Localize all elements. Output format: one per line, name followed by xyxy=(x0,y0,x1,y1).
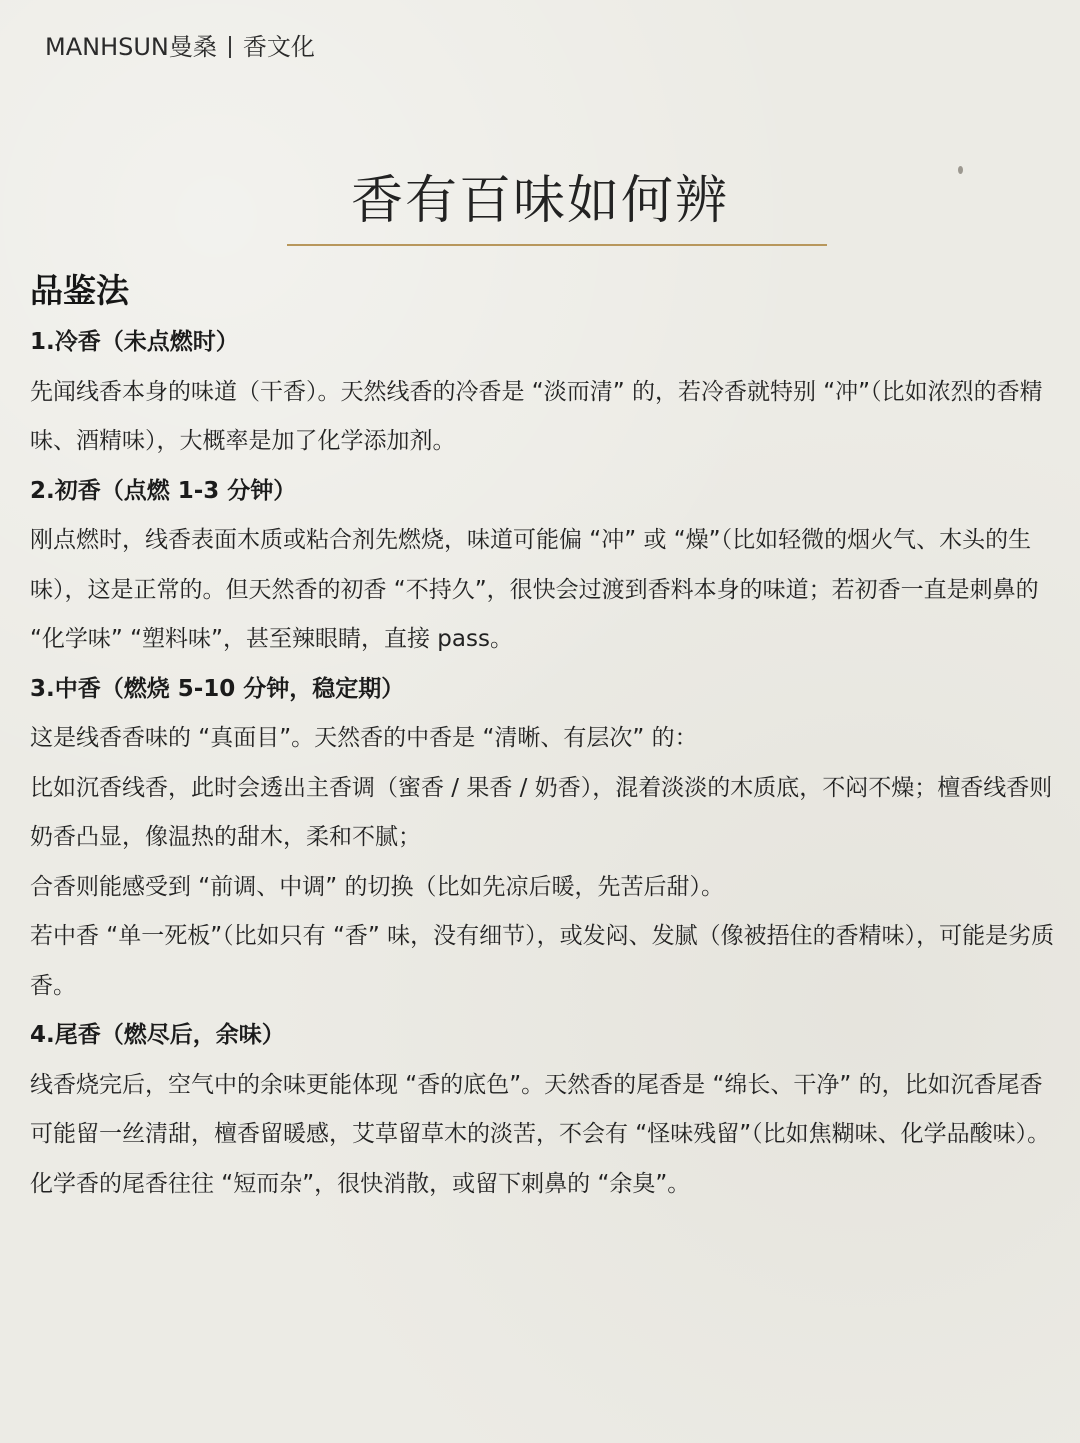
page-title: 香有百味如何辨 xyxy=(350,171,729,231)
block-heading: 4.尾香（燃尽后，余味） xyxy=(30,1022,285,1048)
block-heading: 1.冷香（未点燃时） xyxy=(30,329,239,355)
block-heading: 3.中香（燃烧 5-10 分钟，稳定期） xyxy=(30,675,405,702)
tail-fragrance-block xyxy=(30,1011,1060,1209)
category-label: 香文化 xyxy=(242,33,315,61)
section-heading: 品鉴法 xyxy=(30,271,129,310)
paragraph: 比如沉香线香，此时会透出主香调（蜜香 / 果香 / 奶香），混着淡淡的木质底，不闷不燥；檀香线香则奶香凸显，像温热的甜木，柔和不腻； xyxy=(30,774,1053,850)
paragraph: 这是线香香味的 “真面目”。天然香的中香是 “清晰、有层次” 的： xyxy=(30,725,698,751)
paragraph: 刚点燃时，线香表面木质或粘合剂先燃烧，味道可能偏 “冲” 或 “燥”（比如轻微的烟火气、木头的生味），这是正常的。但天然香的初香 “不持久”，很快会过渡到香料本身的味道；若初香一直是刺鼻的 “化学味” “塑料味”，甚至辣眼睛，直接 pass。 xyxy=(30,527,1039,652)
brand-header xyxy=(45,30,315,64)
title-underline xyxy=(287,244,827,246)
paragraph: 若中香 “单一死板”（比如只有 “香” 味，没有细节），或发闷、发腻（像被捂住的香精味），可能是劣质香。 xyxy=(30,923,1055,999)
paragraph: 先闻线香本身的味道（干香）。天然线香的冷香是 “淡而清” 的，若冷香就特别 “冲”（比如浓烈的香精味、酒精味），大概率是加了化学添加剂。 xyxy=(30,378,1043,454)
article-body xyxy=(30,264,1060,1209)
paragraph: 化学香的尾香往往 “短而杂”，很快消散，或留下刺鼻的 “余臭”。 xyxy=(30,1170,691,1197)
initial-fragrance-block xyxy=(30,467,1060,665)
header-divider xyxy=(229,36,231,58)
block-heading: 2.初香（点燃 1-3 分钟） xyxy=(30,477,297,504)
middle-fragrance-block xyxy=(30,665,1060,1012)
paragraph: 合香则能感受到 “前调、中调” 的切换（比如先凉后暖，先苦后甜）。 xyxy=(30,873,724,900)
brand-name: MANHSUN曼桑 xyxy=(45,33,217,61)
paragraph: 线香烧完后，空气中的余味更能体现 “香的底色”。天然香的尾香是 “绵长、干净” 的，比如沉香尾香可能留一丝清甜，檀香留暖感，艾草留草木的淡苦，不会有 “怪味残留”（比如焦糊味、化学品酸味）。 xyxy=(30,1071,1051,1147)
cold-fragrance-block xyxy=(30,318,1060,467)
